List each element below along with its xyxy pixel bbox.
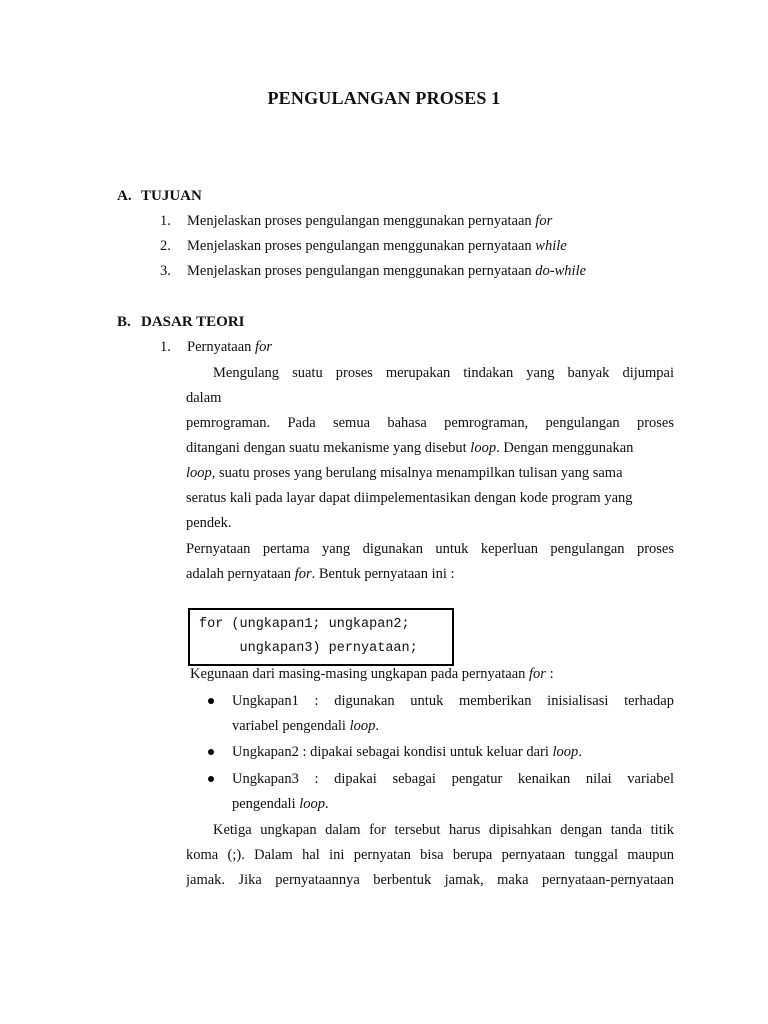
paragraph-line: pemrograman. Pada semua bahasa pemrograman, pengulangan proses (186, 415, 674, 431)
bullet-text (232, 767, 674, 817)
text-run: , suatu proses yang berulang misalnya menampilkan tulisan yang sama (211, 465, 623, 481)
paragraph-line (186, 436, 674, 461)
bullet-line (232, 714, 674, 739)
text-run: Ungkapan2 : dipakai sebagai kondisi untuk keluar dari (232, 744, 553, 760)
paragraph-line: Ketiga ungkapan dalam for tersebut harus dipisahkan dengan tanda titik (213, 822, 674, 838)
text-run: . (325, 796, 329, 812)
paragraph-line (186, 461, 674, 486)
text-run: . (375, 718, 379, 734)
text-italic: loop (349, 718, 376, 734)
text-run: Kegunaan dari masing-masing ungkapan pada pernyataan (190, 666, 530, 682)
text-italic: loop (186, 465, 212, 481)
objective-number: 3. (160, 263, 171, 279)
bullet-text (232, 689, 674, 739)
text-italic: for (294, 566, 312, 582)
text-run: variabel pengendali (232, 718, 350, 734)
text-italic: for (529, 666, 546, 682)
code-block (188, 608, 454, 666)
objective-item-3 (160, 263, 586, 280)
section-a-heading (117, 188, 202, 205)
paragraph-intro (186, 361, 674, 536)
bullet-line: Ungkapan1 : digunakan untuk memberikan inisialisasi terhadap (232, 693, 674, 709)
bullet-text (232, 740, 674, 765)
paragraph-line (190, 662, 678, 687)
text-run: adalah pernyataan (186, 566, 295, 582)
text-run: . (578, 744, 582, 760)
paragraph-line: dalam (186, 390, 222, 406)
text-run: pengendali (232, 796, 300, 812)
objective-item-2 (160, 238, 567, 255)
objective-text: Menjelaskan proses pengulangan menggunakan pernyataan (187, 263, 536, 279)
paragraph-line: koma (;). Dalam hal ini pernyatan bisa berupa pernyataan tunggal maupun (186, 847, 674, 863)
bullet-line (232, 792, 674, 817)
bullet-line: Ungkapan3 : dipakai sebagai pengatur kenaikan nilai variabel (232, 771, 674, 787)
paragraph-line: jamak. Jika pernyataannya berbentuk jamak, maka pernyataan-pernyataan (186, 872, 674, 888)
section-b-title: DASAR TEORI (141, 314, 245, 330)
theory-item-1 (160, 339, 272, 356)
paragraph-for-statement (186, 537, 674, 587)
objective-keyword: do-while (535, 263, 587, 279)
text-run: : (545, 666, 554, 682)
bullet-line (232, 740, 674, 765)
objective-text: Menjelaskan proses pengulangan menggunakan pernyataan (187, 213, 536, 229)
paragraph-line: pendek. (186, 515, 232, 531)
section-a-title: TUJUAN (141, 188, 202, 204)
text-run: . Dengan menggunakan (496, 440, 634, 456)
theory-number: 1. (160, 339, 171, 355)
bullet-dot-icon (208, 776, 214, 782)
paragraph-line: seratus kali pada layar dapat diimpelementasikan dengan kode program yang (186, 490, 633, 506)
theory-text: Pernyataan (187, 339, 256, 355)
text-italic: loop (552, 744, 579, 760)
section-b-label: B. (117, 314, 131, 330)
objective-number: 1. (160, 213, 171, 229)
paragraph-separator (186, 818, 674, 893)
objective-text: Menjelaskan proses pengulangan menggunakan pernyataan (187, 238, 536, 254)
section-b-heading (117, 314, 245, 331)
theory-keyword: for (255, 339, 272, 355)
bullet-dot-icon (208, 749, 214, 755)
page-title: PENGULANGAN PROSES 1 (267, 88, 501, 108)
paragraph-line: Pernyataan pertama yang digunakan untuk keperluan pengulangan proses (186, 541, 674, 557)
code-line-1: for (ungkapan1; ungkapan2; (199, 617, 410, 632)
objective-number: 2. (160, 238, 171, 254)
objective-item-1 (160, 213, 552, 230)
code-line-2: ungkapan3) pernyataan; (199, 641, 418, 656)
paragraph-line (186, 562, 674, 587)
text-italic: loop (470, 440, 497, 456)
text-italic: loop (299, 796, 326, 812)
text-run: ditangani dengan suatu mekanisme yang disebut (186, 440, 471, 456)
section-a-label: A. (117, 188, 132, 204)
text-run: . Bentuk pernyataan ini : (311, 566, 455, 582)
paragraph-usage (190, 662, 678, 687)
paragraph-line: Mengulang suatu proses merupakan tindakan yang banyak dijumpai (213, 365, 674, 381)
bullet-dot-icon (208, 698, 214, 704)
objective-keyword: for (535, 213, 553, 229)
objective-keyword: while (535, 238, 567, 254)
